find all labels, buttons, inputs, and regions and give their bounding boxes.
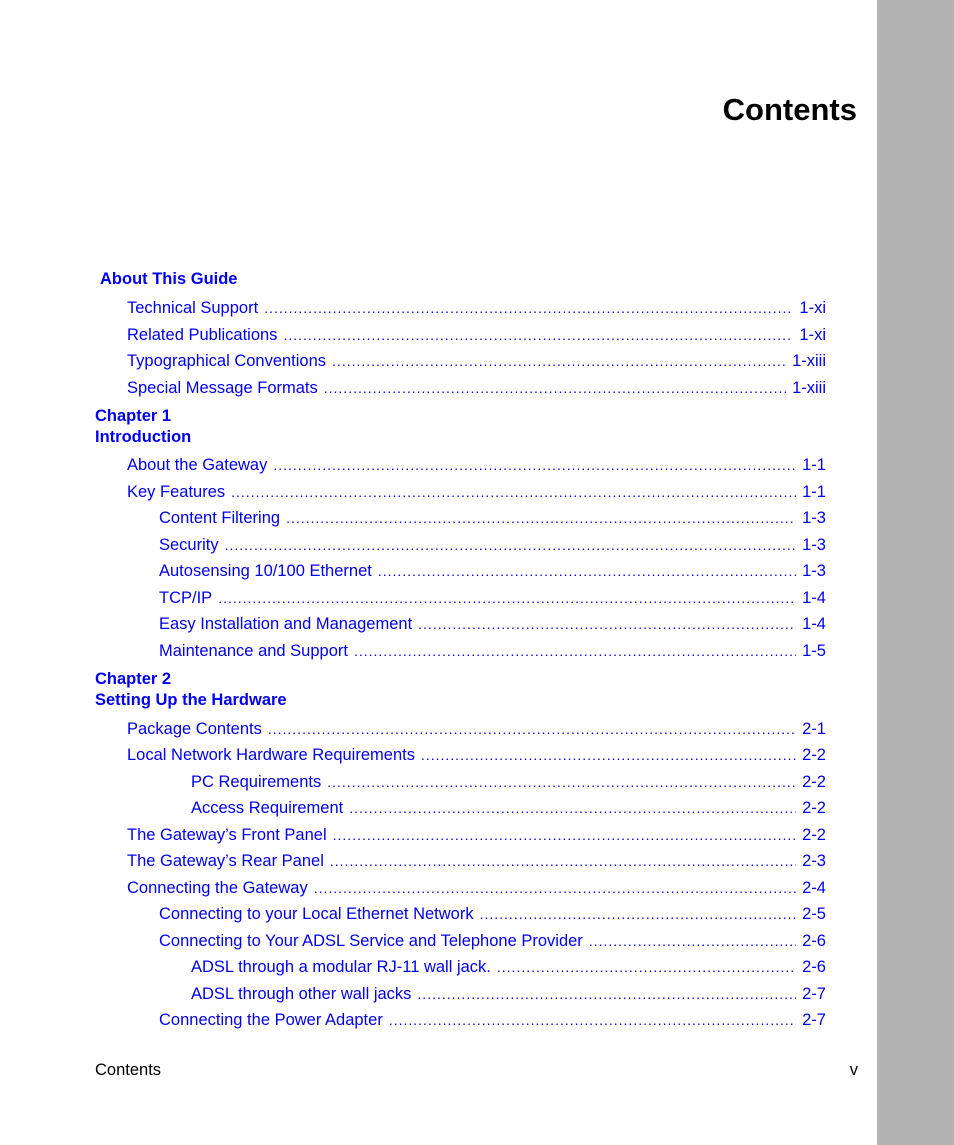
toc-entry-label: PC Requirements <box>191 773 322 791</box>
toc-entry-connecting-gateway[interactable] <box>127 879 826 901</box>
dot-leader <box>333 827 797 843</box>
dot-leader <box>332 353 786 369</box>
toc-entry-label: Access Requirement <box>191 799 344 817</box>
toc-entry-label: The Gateway’s Rear Panel <box>127 852 324 870</box>
toc-entry-label: ADSL through a modular RJ-11 wall jack. <box>191 958 491 976</box>
dot-leader <box>480 906 797 922</box>
toc-entry-adsl-rj11[interactable] <box>191 958 826 980</box>
toc-entry-adsl-other-jacks[interactable] <box>191 985 826 1007</box>
dot-leader <box>283 327 793 343</box>
dot-leader <box>417 986 796 1002</box>
toc-entry-page: 1-xiii <box>792 352 826 370</box>
dot-leader <box>268 721 796 737</box>
toc-entry-page: 1-1 <box>802 456 826 474</box>
toc-entry-about-the-gateway[interactable] <box>127 456 826 478</box>
toc-entry-page: 1-4 <box>802 615 826 633</box>
toc-entry-label: Technical Support <box>127 299 259 317</box>
dot-leader <box>378 563 796 579</box>
toc-entry-page: 1-3 <box>802 562 826 580</box>
side-bar <box>877 0 954 1145</box>
toc-entry-maintenance-support[interactable] <box>159 642 826 664</box>
dot-leader <box>324 380 786 396</box>
dot-leader <box>349 800 796 816</box>
toc-entry-page: 2-6 <box>802 958 826 976</box>
toc-entry-label: Local Network Hardware Requirements <box>127 746 415 764</box>
toc-entry-page: 1-xi <box>799 299 826 317</box>
toc-entry-tcp-ip[interactable] <box>159 589 826 611</box>
toc-entry-page: 2-5 <box>802 905 826 923</box>
page-title: Contents <box>722 92 857 127</box>
toc-entry-label: Package Contents <box>127 720 262 738</box>
dot-leader <box>273 457 796 473</box>
toc-entry-easy-installation[interactable] <box>159 615 826 637</box>
toc-entry-key-features[interactable] <box>127 483 826 505</box>
toc-entry-label: Special Message Formats <box>127 379 318 397</box>
chapter1-title[interactable]: Introduction <box>95 428 192 446</box>
toc-entry-special-message-formats[interactable] <box>127 379 826 401</box>
toc-entry-technical-support[interactable] <box>127 299 826 321</box>
toc-entry-page: 2-2 <box>802 826 826 844</box>
dot-leader <box>421 747 796 763</box>
toc-entry-page: 2-2 <box>802 799 826 817</box>
toc-entry-page: 2-6 <box>802 932 826 950</box>
toc-entry-page: 1-xiii <box>792 379 826 397</box>
toc-entry-page: 1-3 <box>802 536 826 554</box>
toc-entry-label: Content Filtering <box>159 509 281 527</box>
toc-entry-page: 2-4 <box>802 879 826 897</box>
toc-entry-local-ethernet[interactable] <box>159 905 826 927</box>
toc-entry-local-network-hardware[interactable] <box>127 746 826 768</box>
toc-entry-page: 2-1 <box>802 720 826 738</box>
chapter1-number[interactable]: Chapter 1 <box>95 407 172 425</box>
dot-leader <box>286 510 796 526</box>
dot-leader <box>418 616 796 632</box>
dot-leader <box>264 300 793 316</box>
toc-entry-label: Connecting to Your ADSL Service and Telephone Provider <box>159 932 583 950</box>
chapter2-title[interactable]: Setting Up the Hardware <box>95 691 287 709</box>
dot-leader <box>497 959 796 975</box>
chapter2-number[interactable]: Chapter 2 <box>95 670 172 688</box>
toc-entry-page: 2-7 <box>802 1011 826 1029</box>
toc-entry-label: About the Gateway <box>127 456 268 474</box>
dot-leader <box>225 537 797 553</box>
toc-entry-front-panel[interactable] <box>127 826 826 848</box>
toc-entry-autosensing-ethernet[interactable] <box>159 562 826 584</box>
toc-entry-package-contents[interactable] <box>127 720 826 742</box>
toc-entry-page: 1-4 <box>802 589 826 607</box>
toc-entry-page: 1-3 <box>802 509 826 527</box>
toc-entry-label: TCP/IP <box>159 589 213 607</box>
toc-entry-label: Connecting to your Local Ethernet Network <box>159 905 474 923</box>
toc-entry-page: 2-2 <box>802 773 826 791</box>
toc-entry-page: 1-xi <box>799 326 826 344</box>
toc-entry-adsl-service[interactable] <box>159 932 826 954</box>
toc-entry-page: 1-1 <box>802 483 826 501</box>
toc-entry-label: Easy Installation and Management <box>159 615 413 633</box>
toc-entry-related-publications[interactable] <box>127 326 826 348</box>
toc-entry-label: Key Features <box>127 483 226 501</box>
toc-entry-page: 2-3 <box>802 852 826 870</box>
dot-leader <box>330 853 796 869</box>
toc-entry-label: Autosensing 10/100 Ethernet <box>159 562 372 580</box>
toc-entry-access-requirement[interactable] <box>191 799 826 821</box>
toc-entry-label: Security <box>159 536 219 554</box>
about-heading[interactable]: About This Guide <box>100 270 238 288</box>
dot-leader <box>589 933 796 949</box>
toc-entry-page: 1-5 <box>802 642 826 660</box>
dot-leader <box>389 1012 796 1028</box>
dot-leader <box>327 774 796 790</box>
dot-leader <box>314 880 796 896</box>
dot-leader <box>354 643 796 659</box>
toc-entry-label: Connecting the Power Adapter <box>159 1011 383 1029</box>
toc-entry-label: ADSL through other wall jacks <box>191 985 412 1003</box>
toc-entry-label: Connecting the Gateway <box>127 879 308 897</box>
toc-entry-security[interactable] <box>159 536 826 558</box>
toc-entry-label: Typographical Conventions <box>127 352 327 370</box>
toc-entry-rear-panel[interactable] <box>127 852 826 874</box>
toc-entry-pc-requirements[interactable] <box>191 773 826 795</box>
toc-entry-typographical-conventions[interactable] <box>127 352 826 374</box>
footer-section-title: Contents <box>95 1061 162 1079</box>
toc-entry-page: 2-2 <box>802 746 826 764</box>
dot-leader <box>231 484 796 500</box>
dot-leader <box>218 590 796 606</box>
toc-entry-label: The Gateway’s Front Panel <box>127 826 327 844</box>
toc-entry-label: Related Publications <box>127 326 278 344</box>
toc-entry-content-filtering[interactable] <box>159 509 826 531</box>
toc-entry-power-adapter[interactable] <box>159 1011 826 1033</box>
footer-page-number: v <box>849 1061 858 1079</box>
toc-entry-page: 2-7 <box>802 985 826 1003</box>
toc-entry-label: Maintenance and Support <box>159 642 348 660</box>
